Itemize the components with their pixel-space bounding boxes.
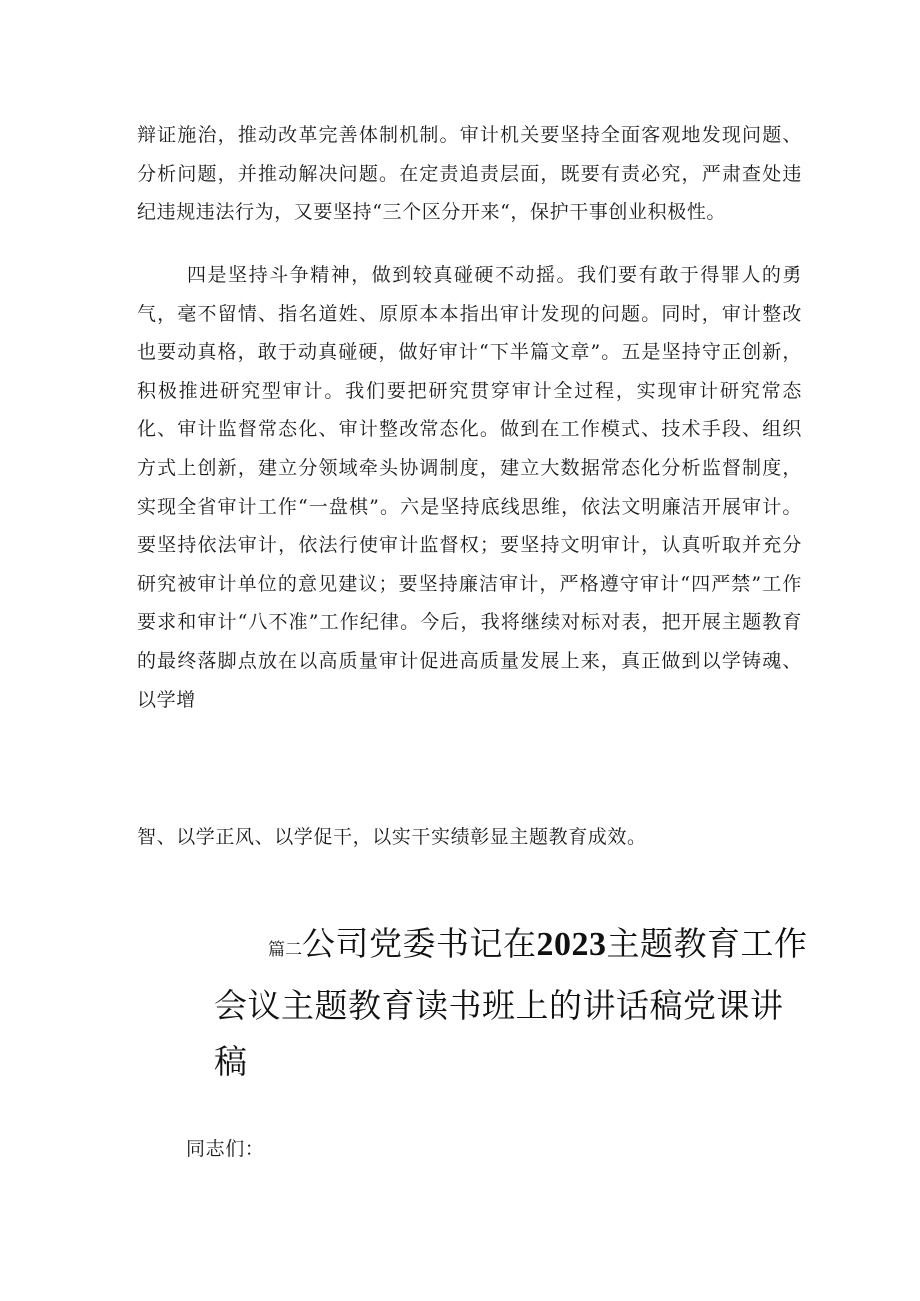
paragraph-2: 四是坚持斗争精神，做到较真碰硬不动摇。我们要有敢于得罪人的勇气，毫不留情、指名道姓、原原本本指出审计发现的问题。同时，审计整改也要动真格，敢于动真碰硬，做好审计“下半篇文章”。五是坚持守正创新，积极推进研究型审计。我们要把研究贯穿审计全过程，实现审计研究常态化、审计监督常态化、审计整改常态化。做到在工作模式、技术手段、组织方式上创新，建立分领域牵头协调制度，建立大数据常态化分析监督制度，实现全省审计工作“一盘棋”。六是坚持底线思维，依法文明廉洁开展审计。要坚持依法审计，依法行使审计监督权；要坚持文明审计，认真听取并充分研究被审计单位的意见建议；要坚持廉洁审计，严格遵守审计“四严禁”工作要求和审计“八不准”工作纪律。今后，我将继续对标对表，把开展主题教育的最终落脚点放在以高质量审计促进高质量发展上来，真正做到以学铸魂、以学增 xyxy=(137,264,802,711)
paragraph-1: 辩证施治，推动改革完善体制机制。审计机关要坚持全面客观地发现问题、分析问题，并推动解决问题。在定责追责层面，既要有责必究，严肃查处违纪违规违法行为，又要坚持“三个区分开来“，保护干事创业积极性。 xyxy=(137,124,802,224)
section-title-year: 2023 xyxy=(536,926,607,963)
paragraph-3: 智、以学正风、以学促干，以实干实绩彰显主题教育成效。 xyxy=(137,826,647,848)
section-title-prefix: 篇二 xyxy=(268,940,302,960)
section-title-part-a: 公司党委书记在 xyxy=(302,924,537,963)
section-title xyxy=(214,916,814,1090)
section-title-part-b: 主题教育工作会议主题教育读书班上的讲话稿党课讲稿 xyxy=(214,924,808,1081)
greeting: 同志们： xyxy=(186,1138,265,1160)
